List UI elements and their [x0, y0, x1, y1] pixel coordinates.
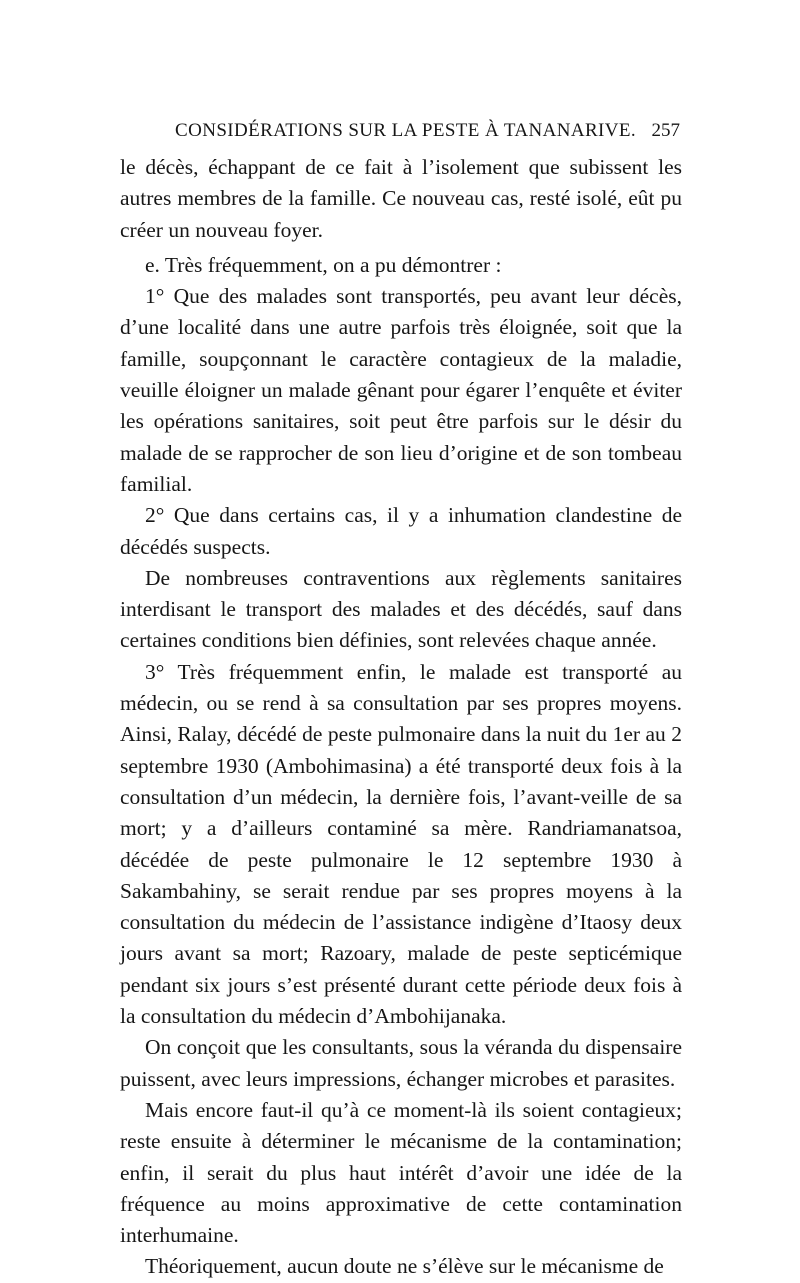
paragraph-contraventions: De nombreuses contraventions aux règlements sanitaires interdisant le transport des malades et des décédés, sauf dans certaines conditions bien définies, sont relevées chaque année.: [120, 565, 682, 653]
paragraph-continuation: le décès, échappant de ce fait à l’isolement que subissent les autres membres de la famille. Ce nouveau cas, resté isolé, eût pu créer un nouveau foyer.: [120, 155, 682, 242]
running-title: CONSIDÉRATIONS SUR LA PESTE À TANANARIVE.: [175, 120, 637, 141]
paragraph-consultants: On conçoit que les consultants, sous la véranda du dispensaire puissent, avec leurs impressions, échanger microbes et parasites.: [120, 1035, 682, 1091]
body-text: [120, 152, 682, 1283]
paragraph-contagion: Mais encore faut-il qu’à ce moment-là ils soient contagieux; reste ensuite à déterminer le mécanisme de la contamination; enfin, il serait du plus haut intérêt d’avoir une idée de la fréquence au moins approximative de cette contamination interhumaine.: [120, 1097, 682, 1248]
page-number: 257: [651, 120, 680, 141]
running-head: [120, 120, 680, 150]
paragraph-item-3: 3° Très fréquemment enfin, le malade est transporté au médecin, ou se rend à sa consultation par ses propres moyens. Ainsi, Ralay, décédé de peste pulmonaire dans la nuit du 1er au 2 septembre 1930 (Ambohimasina) a été transporté deux fois à la consultation d’un médecin, la dernière fois, l’avant-veille de sa mort; y a d’ailleurs contaminé sa mère. Randriamanatsoa, décédée de peste pulmonaire le 12 septembre 1930 à Sakambahiny, se serait rendue par ses propres moyens à la consultation du médecin de l’assistance indigène d’Itaosy deux jours avant sa mort; Razoary, malade de peste septicémique pendant six jours s’est présenté durant cette période deux fois à la consultation du médecin d’Ambohijanaka.: [120, 659, 682, 1029]
paragraph-theoretical: Théoriquement, aucun doute ne s’élève sur le mécanisme de: [145, 1254, 664, 1279]
paragraph-item-1: 1° Que des malades sont transportés, peu avant leur décès, d’une localité dans une autre parfois très éloignée, soit que la famille, soupçonnant le caractère contagieux de la maladie, veuille éloigner un malade gênant pour égarer l’enquête et éviter les opérations sanitaires, soit peut être parfois sur le désir du malade de se rapprocher de son lieu d’origine et de son tombeau familial.: [120, 284, 682, 496]
paragraph-item-2: 2° Que dans certains cas, il y a inhumation clandestine de décédés suspects.: [120, 503, 682, 559]
paragraph-point-e: e. Très fréquemment, on a pu démontrer :: [145, 252, 502, 277]
